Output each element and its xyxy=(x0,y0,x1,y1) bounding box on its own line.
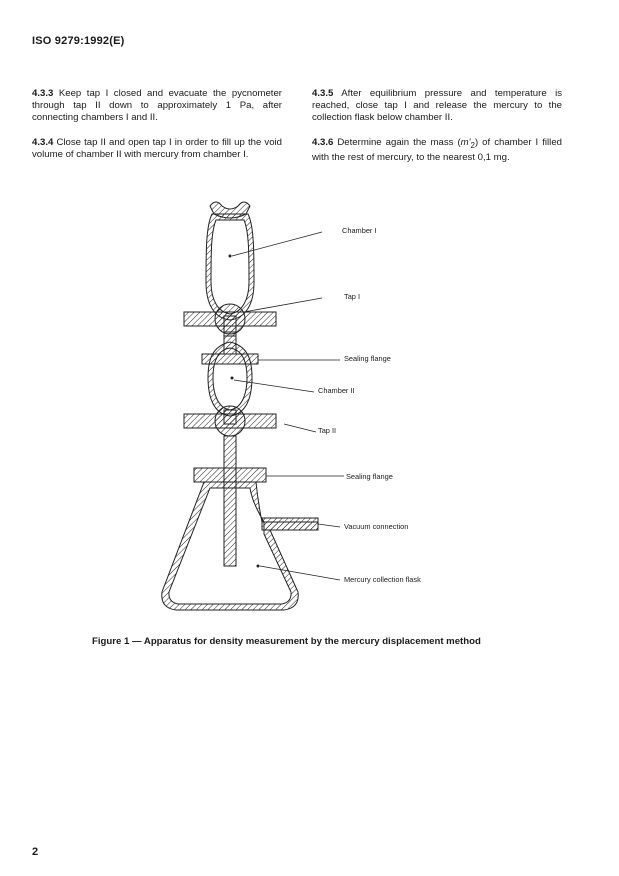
label-vacuum-connection: Vacuum connection xyxy=(344,522,409,531)
page-number: 2 xyxy=(32,846,39,858)
paragraph-4-3-5 xyxy=(312,88,562,125)
clause-text: After equilibrium pressure and temperature is reached, close tap I and release the mercury to the collection flask below chamber II. xyxy=(312,88,563,124)
label-chamber-2: Chamber II xyxy=(318,386,355,395)
paragraph-4-3-3 xyxy=(32,88,282,125)
label-tap-1: Tap I xyxy=(344,292,361,301)
marker-dot-flask xyxy=(257,565,260,568)
apparatus-drawing xyxy=(150,192,480,622)
tap-1-ball xyxy=(215,304,245,334)
label-collection-flask: Mercury collection flask xyxy=(344,575,421,584)
leader-tap-1 xyxy=(244,298,322,312)
flask-inlet-tube xyxy=(224,436,236,566)
paragraph-4-3-4 xyxy=(32,137,282,161)
clause-text: Keep tap I closed and evacuate the pycnometer through tap II down to approximately 1 Pa, after connecting chambers I and II. xyxy=(32,88,282,124)
mass-symbol: m' xyxy=(460,136,471,148)
leader-collection-flask xyxy=(260,566,340,580)
tap-2-ball xyxy=(215,406,245,436)
label-sealing-flange-1: Sealing flange xyxy=(344,354,391,363)
left-text-column xyxy=(32,88,282,173)
leader-vacuum-connection xyxy=(318,524,340,527)
document-id-header: ISO 9279:1992(E) xyxy=(32,35,125,47)
label-chamber-1: Chamber I xyxy=(342,226,377,235)
leader-chamber-1 xyxy=(232,232,322,256)
vacuum-connection-tube xyxy=(262,518,318,530)
paragraph-4-3-6 xyxy=(312,137,562,164)
collection-flask-wall xyxy=(162,482,318,610)
label-tap-2: Tap II xyxy=(318,426,337,435)
clause-number: 4.3.3 xyxy=(32,88,54,99)
figure-caption: Figure 1 — Apparatus for density measurement by the mercury displacement method xyxy=(92,636,481,647)
marker-dot-chamber-1 xyxy=(229,255,232,258)
mass-subscript: 2 xyxy=(470,140,475,150)
sealing-flange-2 xyxy=(194,468,266,482)
clause-number: 4.3.4 xyxy=(32,136,54,148)
marker-dot-chamber-2 xyxy=(231,377,234,380)
right-text-column xyxy=(312,88,562,176)
clause-text-end: ) of chamber I filled with the rest of mercury, to the nearest 0,1 mg. xyxy=(312,136,562,163)
label-sealing-flange-2: Sealing flange xyxy=(346,472,393,481)
leader-tap-2 xyxy=(284,424,316,432)
clause-text-start: Determine again the mass ( xyxy=(337,136,461,148)
clause-number: 4.3.5 xyxy=(312,88,334,99)
clause-text: Close tap II and open tap I in order to fill up the void volume of chamber II with mercury from chamber I. xyxy=(32,136,283,160)
apparatus-figure xyxy=(150,192,480,622)
clause-number: 4.3.6 xyxy=(312,136,334,148)
